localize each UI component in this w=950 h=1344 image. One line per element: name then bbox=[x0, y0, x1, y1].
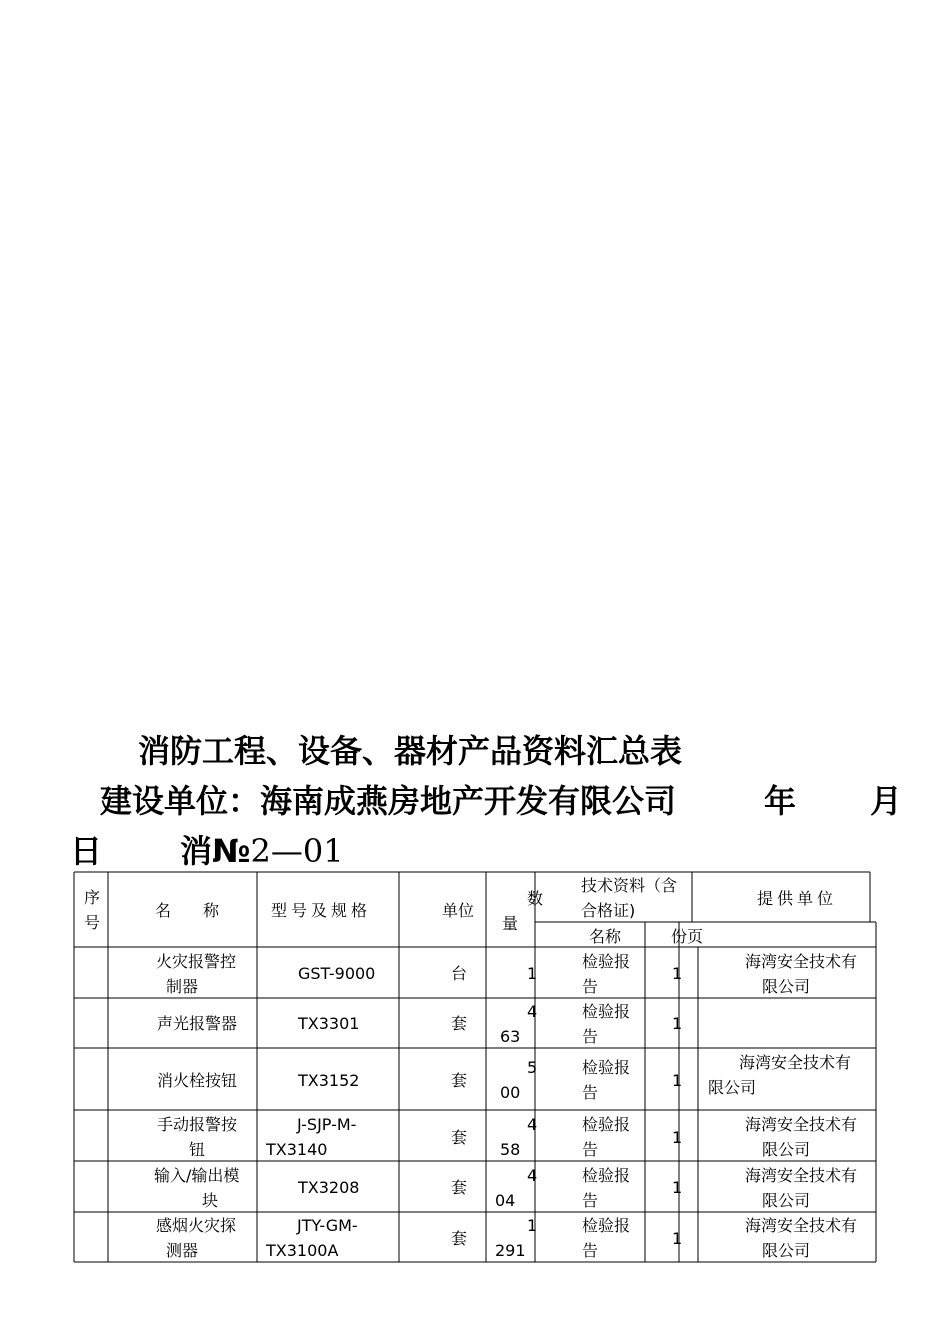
table-row-3-qty bbox=[500, 1055, 537, 1105]
cell-text: 4 bbox=[527, 1166, 538, 1185]
cell-text: JTY-GM- bbox=[297, 1216, 358, 1235]
table-row-1-qty: 1 bbox=[527, 964, 538, 983]
cell-text: 海湾安全技术有 bbox=[739, 1053, 852, 1072]
cell-text: 5 bbox=[527, 1058, 538, 1077]
cell-text: 4 bbox=[527, 1002, 538, 1021]
table-row-1-model: GST-9000 bbox=[298, 964, 376, 983]
header-seq-line2: 号 bbox=[84, 913, 101, 932]
table-row-2-doc bbox=[582, 999, 630, 1049]
doc-prefix: 消№ bbox=[180, 832, 251, 870]
cell-text: 火灾报警控 bbox=[156, 952, 237, 971]
header-model: 型号及规格 bbox=[271, 901, 372, 920]
table-row-1-copies: 1 bbox=[672, 964, 683, 983]
table-row-2-copies: 1 bbox=[672, 1014, 683, 1033]
cell-text: 钮 bbox=[189, 1140, 206, 1159]
header-tech-line2: 合格证) bbox=[581, 901, 636, 920]
cell-text: TX3100A bbox=[266, 1241, 339, 1260]
cell-text: 检验报 bbox=[582, 952, 631, 971]
table-row-3-unit: 套 bbox=[451, 1071, 468, 1090]
table-row-3-doc bbox=[582, 1055, 630, 1105]
cell-text: 检验报 bbox=[582, 1166, 631, 1185]
cell-text: TX3140 bbox=[266, 1140, 328, 1159]
table-row-4-qty bbox=[500, 1112, 537, 1162]
table-row-5-name bbox=[154, 1163, 239, 1213]
cell-text: 海湾安全技术有 bbox=[745, 952, 858, 971]
table-row-2-model: TX3301 bbox=[298, 1014, 360, 1033]
cell-text: 检验报 bbox=[582, 1216, 631, 1235]
header-tech-name: 名称 bbox=[589, 927, 622, 946]
day-label: 日 bbox=[70, 832, 103, 870]
table-row-5-unit: 套 bbox=[451, 1178, 468, 1197]
header-supplier: 提供单位 bbox=[757, 889, 838, 908]
table-row-5-doc bbox=[582, 1163, 630, 1213]
cell-text: 4 bbox=[527, 1115, 538, 1134]
table-row-4-supplier bbox=[745, 1112, 857, 1162]
cell-text: 限公司 bbox=[708, 1078, 757, 1097]
cell-text: 检验报 bbox=[582, 1002, 631, 1021]
date-docno-line bbox=[70, 826, 344, 872]
cell-text: 04 bbox=[495, 1191, 516, 1210]
table-row-1-supplier bbox=[745, 949, 857, 999]
table-row-5-qty bbox=[495, 1163, 537, 1213]
table-row-2-qty bbox=[500, 999, 537, 1049]
cell-text: 限公司 bbox=[762, 1140, 811, 1159]
cell-text: 00 bbox=[500, 1083, 521, 1102]
cell-text: 海湾安全技术有 bbox=[745, 1115, 858, 1134]
header-tech bbox=[581, 873, 677, 923]
cell-text: 限公司 bbox=[762, 1241, 811, 1260]
table-row-3-supplier bbox=[708, 1050, 851, 1100]
header-qty-b: 量 bbox=[502, 914, 519, 933]
table-row-4-name bbox=[157, 1112, 237, 1162]
cell-text: 块 bbox=[202, 1191, 219, 1210]
cell-text: J-SJP-M- bbox=[297, 1115, 357, 1134]
header-unit: 单位 bbox=[442, 901, 475, 920]
document-title: 消防工程、设备、器材产品资料汇总表 bbox=[138, 732, 683, 770]
month-label: 月 bbox=[870, 782, 903, 820]
header-qty-a: 数 bbox=[527, 889, 544, 908]
builder-line bbox=[100, 776, 903, 822]
table-row-5-copies: 1 bbox=[672, 1178, 683, 1197]
header-seq bbox=[84, 885, 100, 935]
table-row-3-copies: 1 bbox=[672, 1071, 683, 1090]
table-row-6-copies: 1 bbox=[672, 1229, 683, 1248]
cell-text: 告 bbox=[582, 1241, 599, 1260]
table-row-6-supplier bbox=[745, 1213, 857, 1263]
table-row-5-supplier bbox=[745, 1163, 857, 1213]
cell-text: 63 bbox=[500, 1027, 521, 1046]
year-label: 年 bbox=[764, 782, 797, 820]
table-row-3-name: 消火栓按钮 bbox=[157, 1071, 238, 1090]
cell-text: 告 bbox=[582, 1191, 599, 1210]
cell-text: 58 bbox=[500, 1140, 521, 1159]
cell-text: 检验报 bbox=[582, 1058, 631, 1077]
cell-text: 告 bbox=[582, 1140, 599, 1159]
cell-text: 测器 bbox=[166, 1241, 199, 1260]
cell-text: 检验报 bbox=[582, 1115, 631, 1134]
table-row-3-model: TX3152 bbox=[298, 1071, 360, 1090]
table-row-4-unit: 套 bbox=[451, 1128, 468, 1147]
table-row-1-name bbox=[156, 949, 236, 999]
cell-text: 感烟火灾探 bbox=[156, 1216, 237, 1235]
cell-text: 手动报警按 bbox=[157, 1115, 238, 1134]
cell-text: 限公司 bbox=[762, 977, 811, 996]
header-name: 名 称 bbox=[155, 901, 220, 920]
cell-text: 限公司 bbox=[762, 1191, 811, 1210]
cell-text: 海湾安全技术有 bbox=[745, 1166, 858, 1185]
table-row-4-model bbox=[266, 1112, 356, 1162]
table-row-5-model: TX3208 bbox=[298, 1178, 360, 1197]
header-tech-line1: 技术资料（含 bbox=[581, 876, 678, 895]
cell-text: 291 bbox=[495, 1241, 526, 1260]
table-row-4-doc bbox=[582, 1112, 630, 1162]
table-row-6-model bbox=[266, 1213, 358, 1263]
table-row-6-qty bbox=[495, 1213, 537, 1263]
header-seq-line1: 序 bbox=[84, 888, 101, 907]
cell-text: 告 bbox=[582, 977, 599, 996]
table-row-2-unit: 套 bbox=[451, 1014, 468, 1033]
table-row-1-unit: 台 bbox=[451, 964, 468, 983]
table-row-1-doc bbox=[582, 949, 630, 999]
cell-text: 输入/输出模 bbox=[154, 1166, 240, 1185]
table-row-6-unit: 套 bbox=[451, 1229, 468, 1248]
table-row-6-doc bbox=[582, 1213, 630, 1263]
table-row-4-copies: 1 bbox=[672, 1128, 683, 1147]
cell-text: 告 bbox=[582, 1083, 599, 1102]
builder-label: 建设单位：海南成燕房地产开发有限公司 bbox=[100, 782, 677, 820]
table-row-6-name bbox=[156, 1213, 236, 1263]
document-number bbox=[180, 826, 344, 872]
cell-text: 海湾安全技术有 bbox=[745, 1216, 858, 1235]
header-tech-copies: 份页 bbox=[671, 927, 704, 946]
cell-text: 1 bbox=[527, 1216, 538, 1235]
table-row-2-name: 声光报警器 bbox=[157, 1014, 238, 1033]
cell-text: 告 bbox=[582, 1027, 599, 1046]
cell-text: 制器 bbox=[166, 977, 199, 996]
doc-number-value: 2—01 bbox=[250, 832, 344, 870]
